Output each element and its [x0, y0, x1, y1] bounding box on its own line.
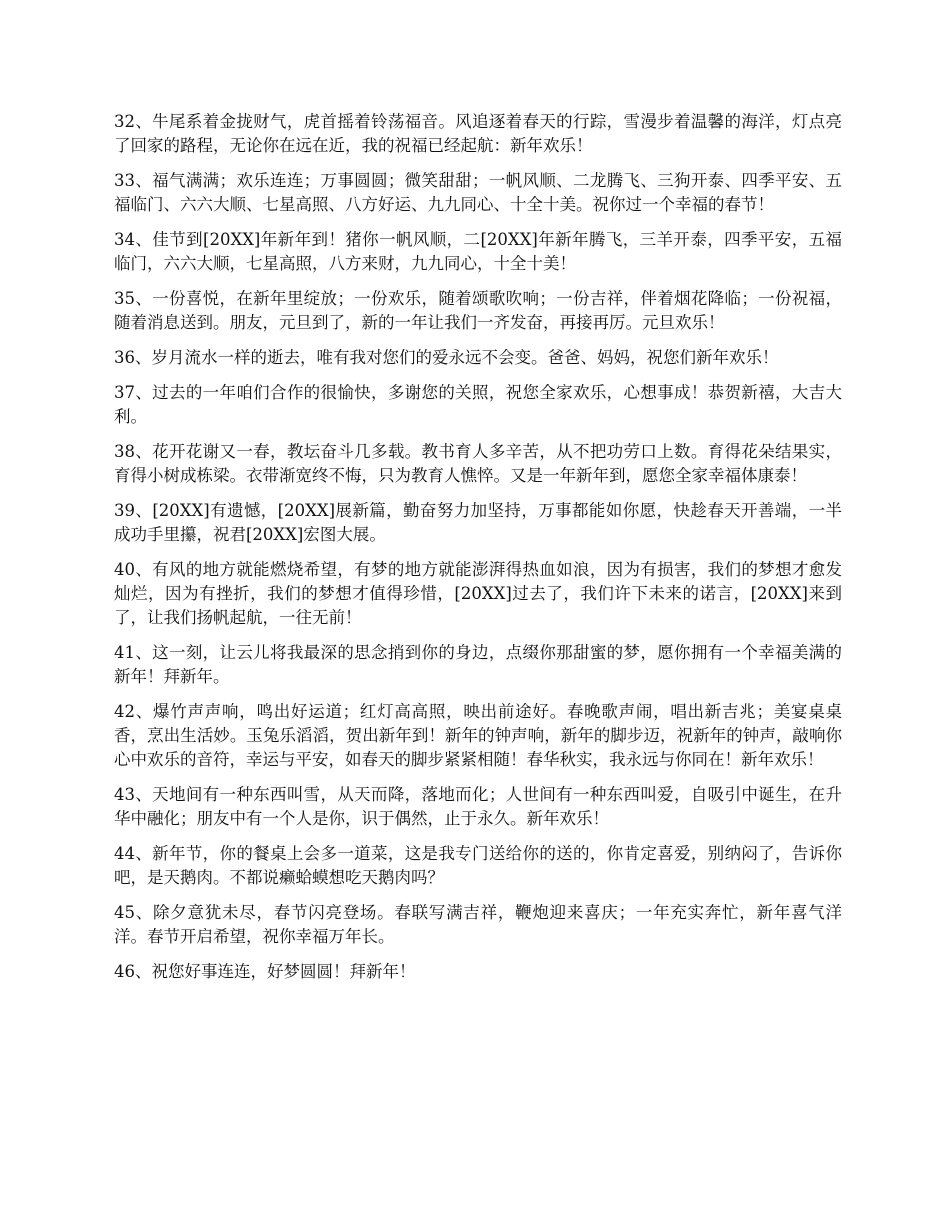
- entry-32: 32、牛尾系着金拢财气，虎首摇着铃荡福音。风追逐着春天的行踪，雪漫步着温馨的海洋，灯点亮了回家的路程，无论你在远在近，我的祝福已经起航：新年欢乐！: [114, 112, 843, 155]
- entry-text: 除夕意犹未尽，春节闪亮登场。春联写满吉祥，鞭炮迎来喜庆；一年充实奔忙，新年喜气洋洋。春节开启希望，祝你幸福万年长。: [114, 903, 843, 946]
- entry-number: 40: [114, 560, 135, 579]
- entry-text: 这一刻，让云儿将我最深的思念捎到你的身边，点缀你那甜蜜的梦，愿你拥有一个幸福美满的新年！拜新年。: [114, 643, 843, 686]
- entry-text: 天地间有一种东西叫雪，从天而降，落地而化；人世间有一种东西叫爱，自吸引中诞生，在升华中融化；朋友中有一个人是你，识于偶然，止于永久。新年欢乐！: [114, 785, 843, 828]
- entry-text: [20XX]有遗憾，[20XX]展新篇，勤奋努力加坚持，万事都能如你愿，快趁春天开善端，一半成功手里攥，祝君[20XX]宏图大展。: [114, 501, 843, 544]
- entry-number: 43: [114, 785, 135, 804]
- entry-number: 36: [114, 348, 135, 367]
- entry-number: 42: [114, 702, 135, 721]
- entry-37: 37、过去的一年咱们合作的很愉快，多谢您的关照，祝您全家欢乐，心想事成！恭贺新禧，大吉大利。: [114, 383, 843, 426]
- entry-number: 38: [114, 442, 135, 461]
- entry-number: 46: [114, 962, 135, 981]
- entry-44: 44、新年节，你的餐桌上会多一道菜，这是我专门送给你的送的，你肯定喜爱，别纳闷了，告诉你吧，是天鹅肉。不都说癞蛤蟆想吃天鹅肉吗？: [114, 844, 843, 887]
- entry-number: 39: [114, 501, 135, 520]
- entry-45: 45、除夕意犹未尽，春节闪亮登场。春联写满吉祥，鞭炮迎来喜庆；一年充实奔忙，新年喜气洋洋。春节开启希望，祝你幸福万年长。: [114, 903, 843, 946]
- entry-number: 44: [114, 844, 135, 863]
- entry-text: 新年节，你的餐桌上会多一道菜，这是我专门送给你的送的，你肯定喜爱，别纳闷了，告诉你吧，是天鹅肉。不都说癞蛤蟆想吃天鹅肉吗？: [114, 844, 843, 887]
- entry-43: 43、天地间有一种东西叫雪，从天而降，落地而化；人世间有一种东西叫爱，自吸引中诞生，在升华中融化；朋友中有一个人是你，识于偶然，止于永久。新年欢乐！: [114, 785, 843, 828]
- entry-number: 33: [114, 171, 135, 190]
- entry-text: 有风的地方就能燃烧希望，有梦的地方就能澎湃得热血如浪，因为有损害，我们的梦想才愈发灿烂，因为有挫折，我们的梦想才值得珍惜，[20XX]过去了，我们许下未来的诺言，[20XX]来到了，让我们扬帆起航，一往无前！: [114, 560, 843, 627]
- entry-33: 33、福气满满；欢乐连连；万事圆圆；微笑甜甜；一帆风顺、二龙腾飞、三狗开泰、四季平安、五福临门、六六大顺、七星高照、八方好运、九九同心、十全十美。祝你过一个幸福的春节！: [114, 171, 843, 214]
- entry-text: 牛尾系着金拢财气，虎首摇着铃荡福音。风追逐着春天的行踪，雪漫步着温馨的海洋，灯点亮了回家的路程，无论你在远在近，我的祝福已经起航：新年欢乐！: [114, 112, 843, 155]
- entry-text: 爆竹声声响，鸣出好运道；红灯高高照，映出前途好。春晚歌声闹，唱出新吉兆；美宴桌桌香，烹出生活妙。玉兔乐滔滔，贺出新年到！新年的钟声响，新年的脚步迈，祝新年的钟声，敲响你心中欢乐的音符，幸运与平安，如春天的脚步紧紧相随！春华秋实，我永远与你同在！新年欢乐！: [114, 702, 843, 769]
- entry-text: 过去的一年咱们合作的很愉快，多谢您的关照，祝您全家欢乐，心想事成！恭贺新禧，大吉大利。: [114, 383, 843, 426]
- entry-text: 岁月流水一样的逝去，唯有我对您们的爱永远不会变。爸爸、妈妈，祝您们新年欢乐！: [151, 348, 779, 367]
- entry-number: 41: [114, 643, 135, 662]
- entry-number: 35: [114, 289, 135, 308]
- entry-41: 41、这一刻，让云儿将我最深的思念捎到你的身边，点缀你那甜蜜的梦，愿你拥有一个幸福美满的新年！拜新年。: [114, 643, 843, 686]
- entry-text: 福气满满；欢乐连连；万事圆圆；微笑甜甜；一帆风顺、二龙腾飞、三狗开泰、四季平安、五福临门、六六大顺、七星高照、八方好运、九九同心、十全十美。祝你过一个幸福的春节！: [114, 171, 843, 214]
- entry-36: 36、岁月流水一样的逝去，唯有我对您们的爱永远不会变。爸爸、妈妈，祝您们新年欢乐！: [114, 348, 779, 367]
- entry-text: 佳节到[20XX]年新年到！猪你一帆风顺，二[20XX]年新年腾飞，三羊开泰，四季平安，五福临门，六六大顺，七星高照，八方来财，九九同心，十全十美！: [114, 230, 843, 273]
- entry-34: 34、佳节到[20XX]年新年到！猪你一帆风顺，二[20XX]年新年腾飞，三羊开泰，四季平安，五福临门，六六大顺，七星高照，八方来财，九九同心，十全十美！: [114, 230, 843, 273]
- entry-number: 45: [114, 903, 135, 922]
- entry-35: 35、一份喜悦，在新年里绽放；一份欢乐，随着颂歌吹响；一份吉祥，伴着烟花降临；一份祝福，随着消息送到。朋友，元旦到了，新的一年让我们一齐发奋，再接再厉。元旦欢乐！: [114, 289, 843, 332]
- entry-text: 祝您好事连连，好梦圆圆！拜新年！: [151, 962, 416, 981]
- entry-46: 46、祝您好事连连，好梦圆圆！拜新年！: [114, 962, 416, 981]
- entry-38: 38、花开花谢又一春，教坛奋斗几多载。教书育人多辛苦，从不把功劳口上数。育得花朵结果实，育得小树成栋梁。衣带渐宽终不悔，只为教育人憔悴。又是一年新年到，愿您全家幸福体康泰！: [114, 442, 843, 485]
- entry-40: 40、有风的地方就能燃烧希望，有梦的地方就能澎湃得热血如浪，因为有损害，我们的梦想才愈发灿烂，因为有挫折，我们的梦想才值得珍惜，[20XX]过去了，我们许下未来的诺言，[20XX]来到了，让我们扬帆起航，一往无前！: [114, 560, 843, 627]
- entry-number: 34: [114, 230, 135, 249]
- entry-text: 一份喜悦，在新年里绽放；一份欢乐，随着颂歌吹响；一份吉祥，伴着烟花降临；一份祝福，随着消息送到。朋友，元旦到了，新的一年让我们一齐发奋，再接再厉。元旦欢乐！: [114, 289, 843, 332]
- entry-text: 花开花谢又一春，教坛奋斗几多载。教书育人多辛苦，从不把功劳口上数。育得花朵结果实，育得小树成栋梁。衣带渐宽终不悔，只为教育人憔悴。又是一年新年到，愿您全家幸福体康泰！: [114, 442, 843, 485]
- entry-number: 32: [114, 112, 135, 131]
- entry-number: 37: [114, 383, 135, 402]
- entry-39: 39、[20XX]有遗憾，[20XX]展新篇，勤奋努力加坚持，万事都能如你愿，快趁春天开善端，一半成功手里攥，祝君[20XX]宏图大展。: [114, 501, 843, 544]
- entry-42: 42、爆竹声声响，鸣出好运道；红灯高高照，映出前途好。春晚歌声闹，唱出新吉兆；美宴桌桌香，烹出生活妙。玉兔乐滔滔，贺出新年到！新年的钟声响，新年的脚步迈，祝新年的钟声，敲响你心中欢乐的音符，幸运与平安，如春天的脚步紧紧相随！春华秋实，我永远与你同在！新年欢乐！: [114, 702, 843, 769]
